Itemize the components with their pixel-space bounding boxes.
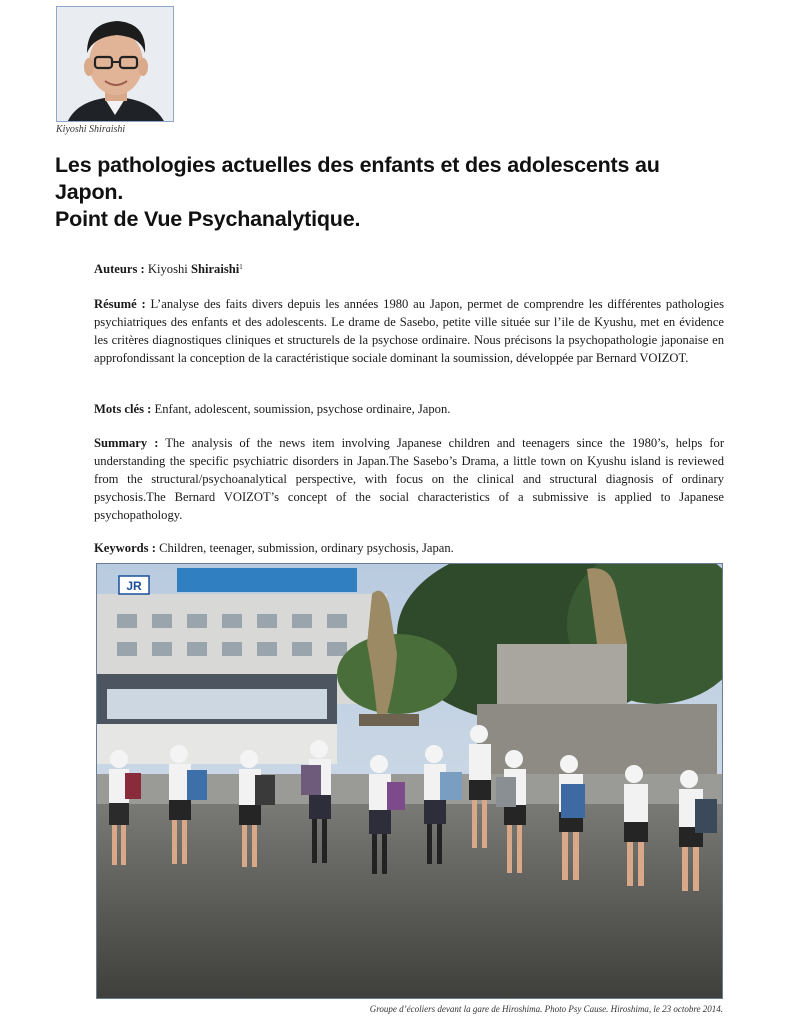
title-line-2: Japon. <box>55 180 124 204</box>
summary-label: Summary : <box>94 436 159 450</box>
resume-paragraph <box>94 295 724 367</box>
author-last-name: Shiraishi <box>190 262 240 276</box>
author-portrait <box>56 6 174 122</box>
keywords-paragraph <box>94 539 724 557</box>
authors-label: Auteurs : <box>94 262 145 276</box>
mots-cles-paragraph <box>94 400 724 418</box>
title-line-3: Point de Vue Psychanalytique. <box>55 207 361 231</box>
mots-cles-label: Mots clés : <box>94 402 152 416</box>
keywords-text: Children, teenager, submission, ordinary psychosis, Japan. <box>159 541 454 555</box>
author-portrait-image <box>57 7 174 122</box>
mots-cles-text: Enfant, adolescent, soumission, psychose ordinaire, Japon. <box>154 402 451 416</box>
resume-label: Résumé : <box>94 297 146 311</box>
author-footnote-marker: 1 <box>239 263 243 271</box>
keywords-label: Keywords : <box>94 541 156 555</box>
summary-paragraph <box>94 434 724 524</box>
title-line-1: Les pathologies actuelles des enfants et des adolescents au <box>55 153 660 177</box>
schoolchildren-photo-image <box>97 564 723 999</box>
photo-caption: Groupe d’écoliers devant la gare de Hiroshima. Photo Psy Cause. Hiroshima, le 23 octobre 2014. <box>369 1004 723 1014</box>
author-first-name: Kiyoshi <box>147 262 188 276</box>
schoolchildren-photo <box>96 563 723 999</box>
article-title <box>55 152 755 233</box>
resume-text: L’analyse des faits divers depuis les années 1980 au Japon, permet de comprendre les différentes pathologies psychiatriques des enfants et des adolescents. Le drame de Sasebo, petite ville située sur l’ile de Kyushu, met en évidence les critères diagnostiques cliniques et structurels de la psychose ordinaire. Nous précisons la psychopathologie japonaise en approfondissant la conception de la caractéristique sociale dominant la soumission, développée par Bernard VOIZOT. <box>94 297 724 365</box>
jr-sign: JR <box>126 579 142 593</box>
author-photo-caption: Kiyoshi Shiraishi <box>56 124 126 135</box>
summary-text: The analysis of the news item involving Japanese children and teenagers since the 1980’s, helps for understanding the specific psychiatric disorders in Japan.The Sasebo’s Drama, a little town on Kyushu island is reviewed from the structural/psychoanalytical perspective, with focus on the clinical and structural diagnosis of ordinary psychosis.The Bernard VOIZOT’s concept of the social characteristics of a submissive is applied to Japanese psychopathology. <box>94 436 725 522</box>
authors-line <box>94 260 724 278</box>
